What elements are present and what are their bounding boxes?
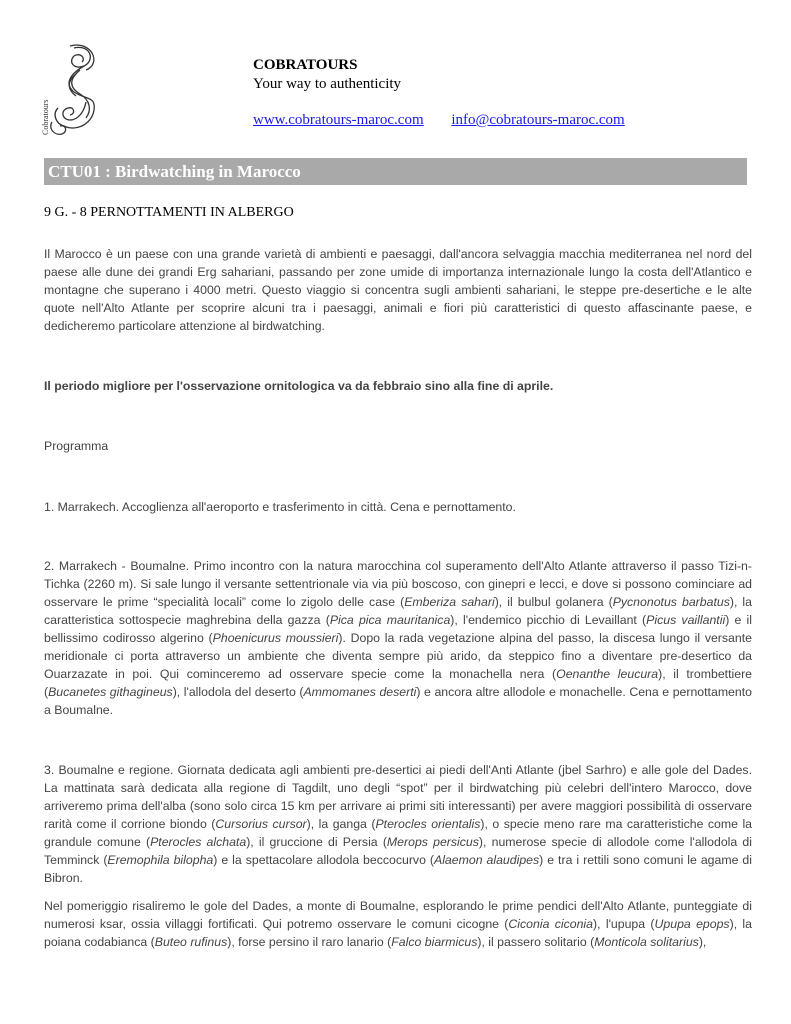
page-title: CTU01 : Birdwatching in Marocco xyxy=(48,162,301,181)
cobratours-logo xyxy=(40,40,100,140)
day-3-afternoon-paragraph: Nel pomeriggio risaliremo le gole del Dades, a monte di Boumalne, esplorando le prime pendici dell'Alto Atlante, punteggiate di numerosi ksar, ossia villaggi fortificati. Qui potremo osservare le comuni cicogne (Ciconia ciconia), l'upupa (Upupa epops), la poiana codabianca (Buteo rufinus), forse persino il raro lanario (Falco biarmicus), il passero solitario (Monticola solitarius), xyxy=(44,899,752,949)
day-1-paragraph: 1. Marrakech. Accoglienza all'aeroporto e trasferimento in città. Cena e pernottamento. xyxy=(44,500,516,514)
company-name: COBRATOURS xyxy=(253,57,358,73)
day-2-paragraph: 2. Marrakech - Boumalne. Primo incontro con la natura marocchina col superamento dell'Alto Atlante attraverso il passo Tizi-n-Tichka (2260 m). Si sale lungo il versante settentrionale via via più boscoso, con ginepri e lecci, e dove si possono cominciare ad osservare le prime “specialità locali” come lo zigolo delle case (Emberiza sahari), il bulbul golanera (Pycnonotus barbatus), la caratteristica sottospecie maghrebina della gazza (Pica pica mauritanica), l'endemico picchio di Levaillant (Picus vaillantii) e il bellissimo codirosso algerino (Phoenicurus moussieri). Dopo la rada vegetazione alpina del passo, la discesa lungo il versante meridionale ci porta attraverso un ambiente che diventa sempre più arido, da steppico fino a diventare pre-desertico da Ouarzazate in poi. Qui cominceremo ad osservare specie come la monachella nera (Oenanthe leucura), il trombettiere (Bucanetes githagineus), l'allodola del deserto (Ammomanes deserti) e ancora altre allodole e monachelle. Cena e pernottamento a Boumalne. xyxy=(44,559,753,717)
website-link[interactable]: www.cobratours-maroc.com xyxy=(253,112,424,128)
best-period-note: Il periodo migliore per l'osservazione ornitologica va da febbraio sino alla fine di aprile. xyxy=(44,379,554,393)
intro-paragraph: Il Marocco è un paese con una grande varietà di ambienti e paesaggi, dall'ancora selvaggia macchia mediterranea nel nord del paese alle dune dei grandi Erg sahariani, passando per zone umide di importanza internazionale lungo la costa dell'Atlantico e montagne che superano i 4000 metri. Questo viaggio si concentra sugli ambienti sahariani, le steppe pre-desertiche e le alte quote nell'Alto Atlante per scoprire alcuni tra i paesaggi, animali e fiori più caratteristici di questo affascinante paese, e dedicheremo particolare attenzione al birdwatching. xyxy=(44,247,752,333)
day-3-paragraph: 3. Boumalne e regione. Giornata dedicata agli ambienti pre-desertici ai piedi dell'Anti Atlante (jbel Sarhro) e alle gole del Dades. La mattinata sarà dedicata alla regione di Tagdilt, uno degli “spot” per il birdwatching più celebri dell'intero Marocco, dove arriveremo prima dell'alba (sono solo circa 15 km per arrivare ai primi siti interessanti) per avere maggiori possibilità di osservare rarità come il corrione biondo (Cursorius cursor), la ganga (Pterocles orientalis), o specie meno rare ma caratteristiche come la grandule comune (Pterocles alchata), il gruccione di Persia (Merops persicus), numerose specie di allodole come l'allodola di Temminck (Eremophila bilopha) e la spettacolare allodola beccocurvo (Alaemon alaudipes) e tra i rettili sono comuni le agame di Bibron. xyxy=(44,763,753,885)
contact-links xyxy=(253,112,625,129)
tour-duration: 9 G. - 8 PERNOTTAMENTI IN ALBERGO xyxy=(44,205,294,220)
program-heading: Programma xyxy=(44,439,109,453)
company-block xyxy=(253,56,401,93)
title-bar xyxy=(44,158,747,185)
cobra-spiral-icon xyxy=(40,40,100,140)
email-link[interactable]: info@cobratours-maroc.com xyxy=(451,112,625,128)
svg-text:Cobratours: Cobratours xyxy=(41,99,50,135)
company-tagline: Your way to authenticity xyxy=(253,76,402,92)
